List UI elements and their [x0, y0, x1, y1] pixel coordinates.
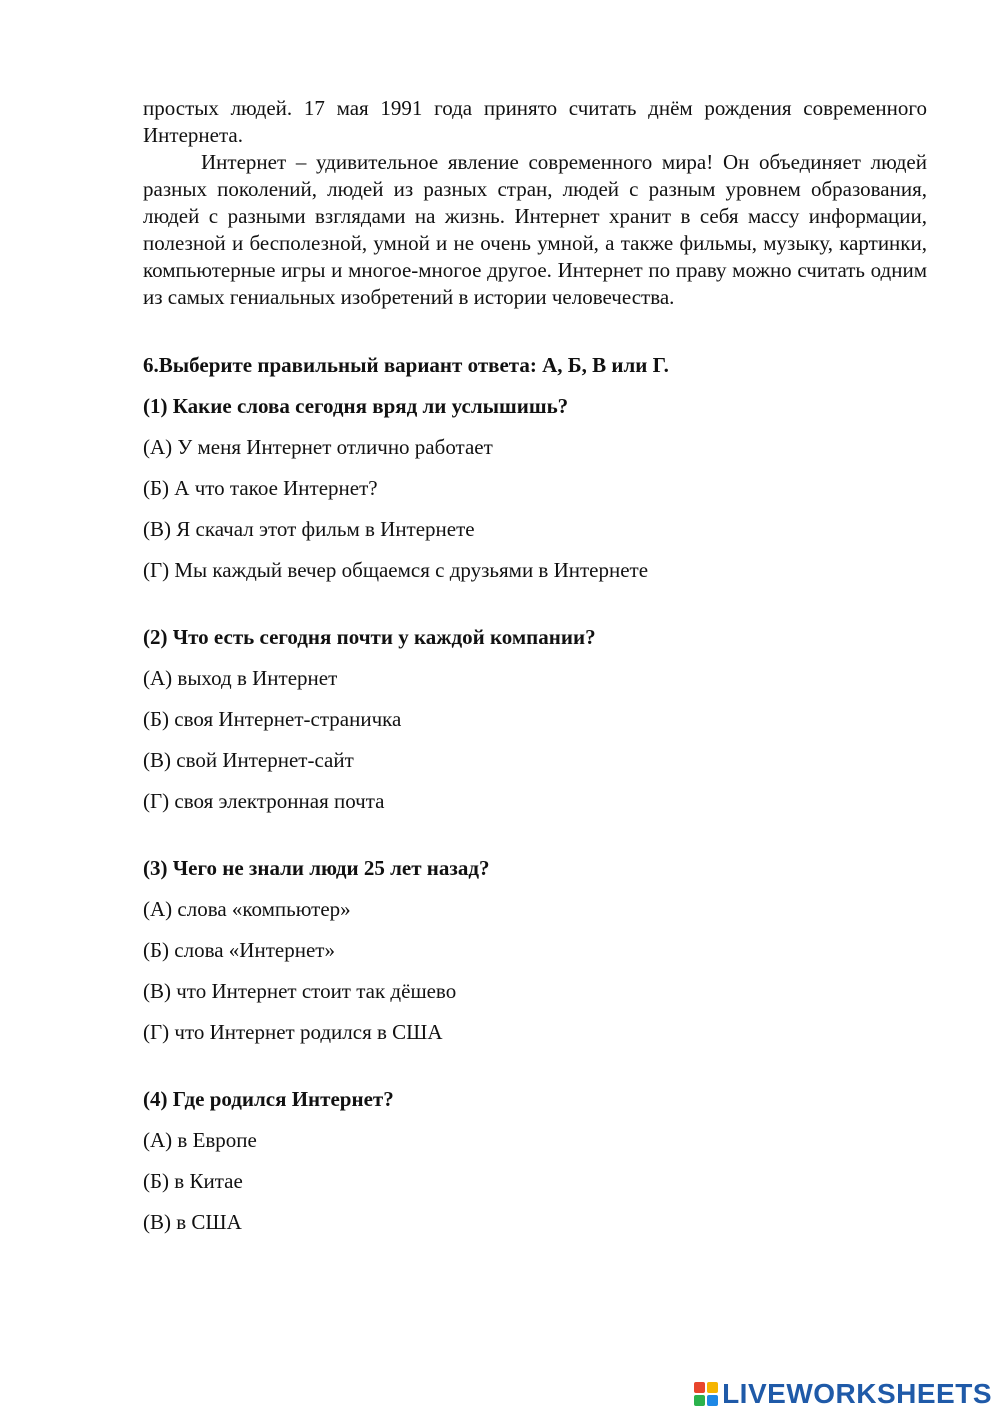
answer-option[interactable]: (Б) в Китае: [143, 1169, 243, 1193]
logo-block-green: [694, 1395, 705, 1406]
answer-option[interactable]: (Б) слова «Интернет»: [143, 938, 335, 962]
question-title: (1) Какие слова сегодня вряд ли услышишь?: [143, 394, 569, 418]
answer-option[interactable]: (Г) своя электронная почта: [143, 789, 385, 813]
worksheet-page: [143, 95, 927, 1235]
answer-option[interactable]: (Б) А что такое Интернет?: [143, 476, 378, 500]
answer-option[interactable]: (Г) Мы каждый вечер общаемся с друзьями в Интернете: [143, 558, 649, 582]
liveworksheets-logo[interactable]: [694, 1379, 992, 1409]
answer-option[interactable]: (А) выход в Интернет: [143, 666, 338, 690]
answer-option[interactable]: (А) в Европе: [143, 1128, 257, 1152]
question-title: (2) Что есть сегодня почти у каждой компании?: [143, 625, 596, 649]
logo-block-yellow: [707, 1382, 718, 1393]
question-title: (4) Где родился Интернет?: [143, 1087, 394, 1111]
logo-text: LIVEWORKSHEETS: [722, 1378, 992, 1409]
answer-option[interactable]: (В) в США: [143, 1210, 242, 1234]
answer-option[interactable]: (А) У меня Интернет отлично работает: [143, 435, 493, 459]
question-4: [143, 1086, 927, 1235]
intro-paragraph-2: Интернет – удивительное явление современного мира! Он объединяет людей разных поколений, людей из разных стран, людей с разным уровнем образования, людей с разными взглядами на жизнь. Интернет хранит в себя массу информации, полезной и бесполезной, умной и не очень умной, а также фильмы, музыку, картинки, компьютерные игры и многое-многое другое. Интернет по праву можно считать одним из самых гениальных изобретений в истории человечества.: [143, 150, 927, 309]
answer-option[interactable]: (Б) своя Интернет-страничка: [143, 707, 402, 731]
answer-option[interactable]: (В) свой Интернет-сайт: [143, 748, 354, 772]
liveworksheets-logo-icon: [694, 1382, 718, 1406]
answer-option[interactable]: (В) что Интернет стоит так дёшево: [143, 979, 457, 1003]
intro-paragraph-1: простых людей. 17 мая 1991 года принято считать днём рождения современного Интернета.: [143, 96, 927, 147]
task-title: 6.Выберите правильный вариант ответа: А, Б, В или Г.: [143, 353, 669, 377]
question-2: [143, 624, 927, 814]
answer-option[interactable]: (Г) что Интернет родился в США: [143, 1020, 443, 1044]
question-1: [143, 393, 927, 583]
logo-block-red: [694, 1382, 705, 1393]
answer-option[interactable]: (А) слова «компьютер»: [143, 897, 351, 921]
question-3: [143, 855, 927, 1045]
question-title: (3) Чего не знали люди 25 лет назад?: [143, 856, 490, 880]
answer-option[interactable]: (В) Я скачал этот фильм в Интернете: [143, 517, 475, 541]
logo-block-blue: [707, 1395, 718, 1406]
